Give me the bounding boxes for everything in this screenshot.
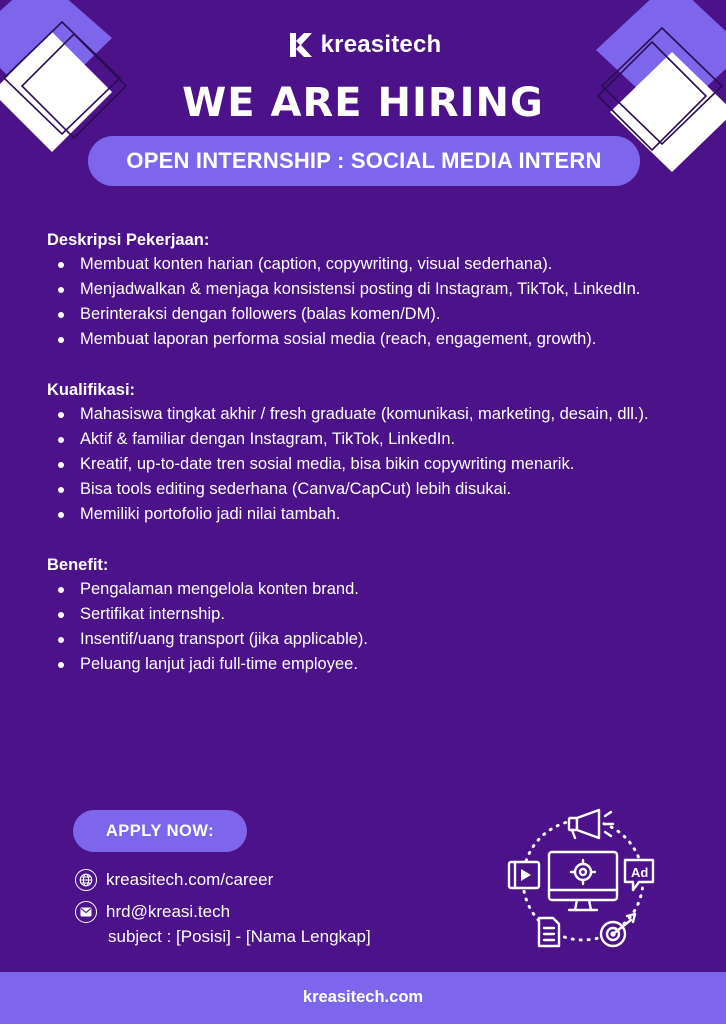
website-contact[interactable] xyxy=(75,868,273,892)
bullet-list xyxy=(47,252,679,352)
section-title: Kualifikasi: xyxy=(47,381,136,399)
brand xyxy=(0,30,726,65)
section-benefits xyxy=(47,553,679,677)
svg-text:Ad: Ad xyxy=(631,865,649,880)
list-item: Kreatif, up-to-date tren sosial media, bisa bikin copywriting menarik. xyxy=(47,452,679,477)
k-logo-icon xyxy=(285,30,315,60)
list-item: Membuat konten harian (caption, copywriting, visual sederhana). xyxy=(47,252,679,277)
email-contact[interactable] xyxy=(75,900,230,924)
list-item: Menjadwalkan & menjaga konsistensi posting di Instagram, TikTok, LinkedIn. xyxy=(47,277,679,302)
megaphone-icon xyxy=(569,810,613,838)
list-item: Bisa tools editing sederhana (Canva/CapCut) lebih disukai. xyxy=(47,477,679,502)
list-item: Memiliki portofolio jadi nilai tambah. xyxy=(47,502,679,527)
section-title: Deskripsi Pekerjaan: xyxy=(47,231,210,249)
website-link[interactable]: kreasitech.com/career xyxy=(106,870,274,889)
apply-now-badge: APPLY NOW: xyxy=(73,810,247,852)
bullet-list xyxy=(47,577,679,677)
list-item: Membuat laporan performa sosial media (reach, engagement, growth). xyxy=(47,327,679,352)
digital-marketing-illustration xyxy=(505,806,665,954)
section-title: Benefit: xyxy=(47,556,109,574)
brand-name: kreasitech xyxy=(320,31,442,58)
list-item: Aktif & familiar dengan Instagram, TikTok, LinkedIn. xyxy=(47,427,679,452)
headline: WE ARE HIRING xyxy=(182,80,544,126)
document-icon xyxy=(539,918,559,946)
position-title: OPEN INTERNSHIP : SOCIAL MEDIA INTERN xyxy=(88,136,640,186)
bullet-list xyxy=(47,402,679,527)
globe-icon xyxy=(75,869,97,891)
list-item: Sertifikat internship. xyxy=(47,602,679,627)
email-icon xyxy=(75,901,97,923)
video-play-icon xyxy=(509,862,539,888)
list-item: Insentif/uang transport (jika applicable). xyxy=(47,627,679,652)
footer-website[interactable]: kreasitech.com xyxy=(0,972,726,1024)
section-job-description xyxy=(47,228,679,352)
list-item: Mahasiswa tingkat akhir / fresh graduate (komunikasi, marketing, desain, dll.). xyxy=(47,402,679,427)
ad-icon xyxy=(625,860,653,890)
email-link[interactable]: hrd@kreasi.tech xyxy=(106,902,231,921)
section-qualifications xyxy=(47,378,679,527)
job-sections xyxy=(47,228,679,703)
email-subject-format: subject : [Posisi] - [Nama Lengkap] xyxy=(108,927,371,946)
monitor-gear-icon xyxy=(549,852,617,910)
list-item: Berinteraksi dengan followers (balas komen/DM). xyxy=(47,302,679,327)
list-item: Peluang lanjut jadi full-time employee. xyxy=(47,652,679,677)
list-item: Pengalaman mengelola konten brand. xyxy=(47,577,679,602)
